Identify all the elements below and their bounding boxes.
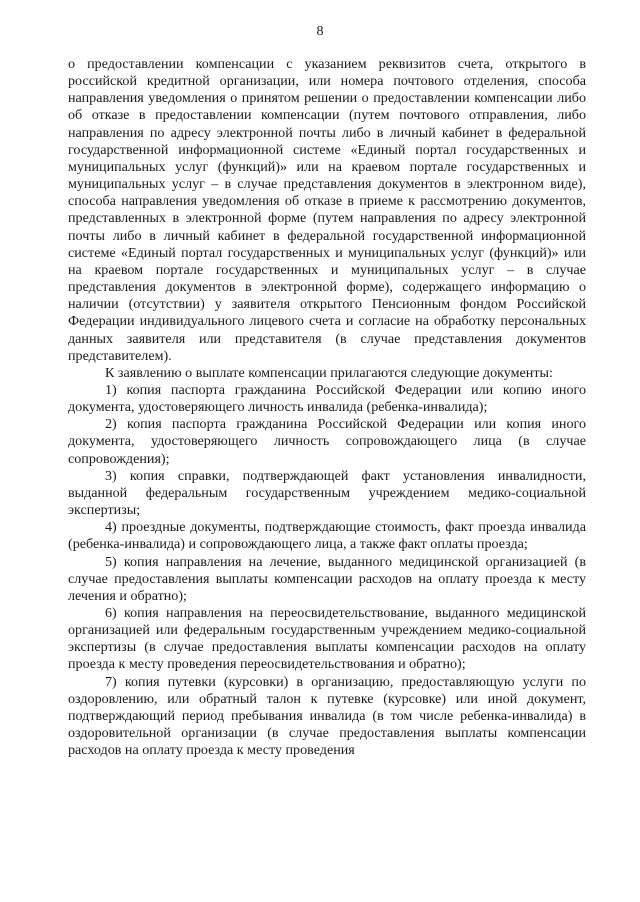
- list-item-7: 7) копия путевки (курсовки) в организацию, предоставляющую услуги по оздоровлению, или обратный талон к путевке (курсовке) или иной документ, подтверждающий период пребывания инвалида (в том числе ребенка-инвалида) в оздоровительной организации (в случае предоставления выплаты компенсации расходов на оплату проезда к месту проведения: [68, 673, 586, 759]
- list-item-1: 1) копия паспорта гражданина Российской Федерации или копию иного документа, удостоверяющего личность инвалида (ребенка-инвалида);: [68, 381, 586, 416]
- paragraph-documents-intro: К заявлению о выплате компенсации прилагаются следующие документы:: [105, 364, 553, 381]
- list-item-4: 4) проездные документы, подтверждающие стоимость, факт проезда инвалида (ребенка-инвалида) и сопровождающего лица, а также факт оплаты проезда;: [68, 519, 586, 553]
- document-body: [68, 56, 586, 759]
- list-item-2: 2) копия паспорта гражданина Российской Федерации или копия иного документа, удостоверяющего личность сопровождающего лица (в случае сопровождения);: [68, 416, 586, 467]
- list-item-5: 5) копия направления на лечение, выданного медицинской организацией (в случае предоставления выплаты компенсации расходов на оплату проезда к месту лечения и обратно);: [68, 553, 586, 604]
- list-item-3: 3) копия справки, подтверждающей факт установления инвалидности, выданной федеральным государственным учреждением медико-социальной экспертизы;: [68, 467, 586, 519]
- list-item-6: 6) копия направления на переосвидетельствование, выданного медицинской организацией или федеральным государственным учреждением медико-социальной экспертизы (в случае предоставления выплаты компенсации расходов на оплату проезда к месту проведения переосвидетельствования и обратно);: [68, 605, 586, 673]
- page-number: 8: [316, 24, 324, 39]
- paragraph-application-details: о предоставлении компенсации с указанием реквизитов счета, открытого в российской кредитной организации, или номера почтового отделения, способа направления уведомления о принятом решении о предоставлении компенсации либо об отказе в предоставлении компенсации (путем почтового отправления, либо направления по адресу электронной почты либо в личный кабинет в федеральной государственной информационной системе «Единый портал государственных и муниципальных услуг (функций)» или на краевом портале государственных и муниципальных услуг – в случае представления документов в электронном виде), способа направления уведомления об отказе в приеме к рассмотрению документов, представленных в электронной форме (путем направления по адресу электронной почты либо в личный кабинет в федеральной государственной информационной системе «Единый портал государственных и муниципальных услуг (функций)» или на краевом портале государственных и муниципальных услуг – в случае представления документов в электронной форме), содержащего информацию о наличии (отсутствии) у заявителя открытого Пенсионным фондом Российской Федерации индивидуального лицевого счета и согласие на обработку персональных данных заявителя или представителя (в случае представления документов представителем).: [68, 56, 586, 364]
